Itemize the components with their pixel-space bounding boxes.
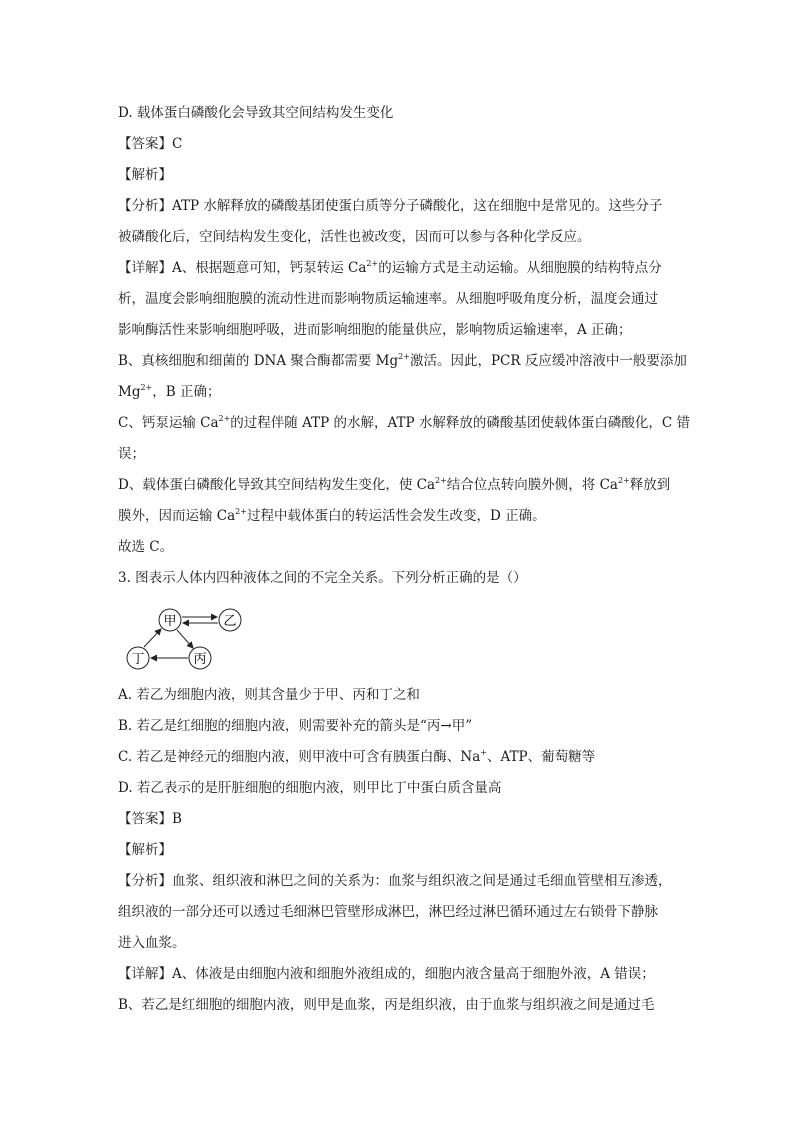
q2-xiangjie-c1 [118, 413, 690, 433]
fenxi-label: 【分析】 [118, 198, 172, 214]
text: 的过程伴随 ATP 的水解，ATP 水解释放的磷酸基团使载体蛋白磷酸化，C 错 [230, 415, 690, 431]
text: 释放到 [629, 477, 671, 493]
text: 、ATP、葡萄糖等 [487, 749, 596, 765]
answer-label: 【答案】 [118, 811, 172, 827]
q3-option-d: D. 若乙表示的是肝脏细胞的细胞内液，则甲比丁中蛋白质含量高 [118, 780, 502, 796]
superscript: 2+ [218, 414, 231, 423]
q3-xiangjie-a [118, 964, 678, 984]
arrow-ding-to-jia [144, 629, 161, 647]
q3-analysis-label: 【解析】 [118, 842, 172, 858]
arrow-jia-to-bing [177, 630, 193, 648]
q2-xiangjie-a3: 影响酶活性来影响细胞呼吸，进而影响细胞的能量供应，影响物质运输速率，A 正确； [118, 322, 632, 338]
q3-stem: 3. 图表示人体内四种液体之间的不完全关系。下列分析正确的是（） [118, 570, 527, 586]
node-bing-label: 丙 [193, 652, 207, 667]
text: 的运输方式是主动运输。从细胞膜的结构特点分 [378, 260, 662, 276]
q2-option-d: D. 载体蛋白磷酸化会导致其空间结构发生变化 [118, 105, 394, 121]
text: 膜外，因而运输 Ca [118, 508, 236, 524]
text: D、载体蛋白磷酸化导致其空间结构发生变化，使 Ca [118, 477, 435, 493]
text: 激活。因此，PCR 反应缓冲溶液中一般要添加 [409, 353, 687, 369]
text: 结合位点转向膜外侧，将 Ca [446, 477, 618, 493]
q2-xiangjie-a2: 析，温度会影响细胞膜的流动性进而影响物质运输速率。从细胞呼吸角度分析，温度会通过 [118, 291, 658, 307]
superscript: 2+ [235, 507, 247, 516]
answer-label: 【答案】 [118, 136, 172, 152]
superscript: + [480, 748, 487, 757]
answer-value: B [172, 811, 182, 827]
q3-option-b: B. 若乙是红细胞的细胞内液，则需要补充的箭头是“丙→甲” [118, 718, 473, 734]
q2-xiangjie-d1 [118, 475, 678, 495]
text: C、钙泵运输 Ca [118, 415, 219, 431]
node-yi-label: 乙 [223, 614, 237, 629]
q3-option-a: A. 若乙为细胞内液，则其含量少于甲、丙和丁之和 [118, 687, 420, 703]
q2-xiangjie-a1 [118, 258, 678, 278]
text: Mg [118, 384, 141, 400]
text: ，B 正确； [152, 384, 221, 400]
q2-xiangjie-d2 [118, 506, 678, 526]
superscript: 2+ [435, 476, 447, 485]
q2-fenxi-line2: 被磷酸化后，空间结构发生变化，活性也被改变，因而可以参与各种化学反应。 [118, 229, 591, 245]
xiangjie-label: 【详解】 [118, 260, 172, 276]
q3-fenxi-line1 [118, 871, 678, 891]
q3-answer [118, 809, 678, 829]
body-fluid-diagram [118, 600, 258, 680]
text: C. 若乙是神经元的细胞内液，则甲液中可含有胰蛋白酶、Na [118, 749, 481, 765]
answer-value: C [172, 136, 183, 152]
node-jia-label: 甲 [163, 614, 177, 629]
text: B、真核细胞和细菌的 DNA 聚合酶都需要 Mg [118, 353, 399, 369]
superscript: 2+ [617, 476, 630, 485]
superscript: 2+ [140, 383, 153, 392]
q3-option-c [118, 747, 678, 767]
q2-fenxi-line1 [118, 196, 678, 216]
q2-xiangjie-b2 [118, 382, 678, 402]
text: 过程中载体蛋白的转运活性会发生改变，D 正确。 [246, 508, 546, 524]
q3-fenxi-line3: 进入血浆。 [118, 935, 186, 951]
q2-xiangjie-c2: 误； [118, 446, 145, 462]
fenxi-label: 【分析】 [118, 873, 172, 889]
q3-xiangjie-b: B、若乙是红细胞的细胞内液，则甲是血浆，丙是组织液，由于血浆与组织液之间是通过毛 [118, 997, 655, 1013]
xiangjie-label: 【详解】 [118, 966, 172, 982]
text: A、根据题意可知，钙泵转运 Ca [172, 260, 367, 276]
fenxi-text: 血浆、组织液和淋巴之间的关系为：血浆与组织液之间是通过毛细血管壁相互渗透， [172, 873, 672, 889]
text: A、体液是由细胞内液和细胞外液组成的，细胞内液含量高于细胞外液，A 错误； [172, 966, 655, 982]
q3-fenxi-line2: 组织液的一部分还可以透过毛细淋巴管壁形成淋巴，淋巴经过淋巴循环通过左右锁骨下静脉 [118, 904, 658, 920]
q2-conclusion: 故选 C。 [118, 539, 174, 555]
q2-analysis-label: 【解析】 [118, 167, 172, 183]
q2-answer [118, 134, 678, 154]
superscript: 2+ [366, 259, 379, 268]
fenxi-text: ATP 水解释放的磷酸基团使蛋白质等分子磷酸化，这在细胞中是常见的。这些分子 [172, 198, 663, 214]
q2-xiangjie-b1 [118, 351, 687, 371]
node-ding-label: 丁 [131, 652, 145, 667]
superscript: 2+ [398, 352, 410, 361]
